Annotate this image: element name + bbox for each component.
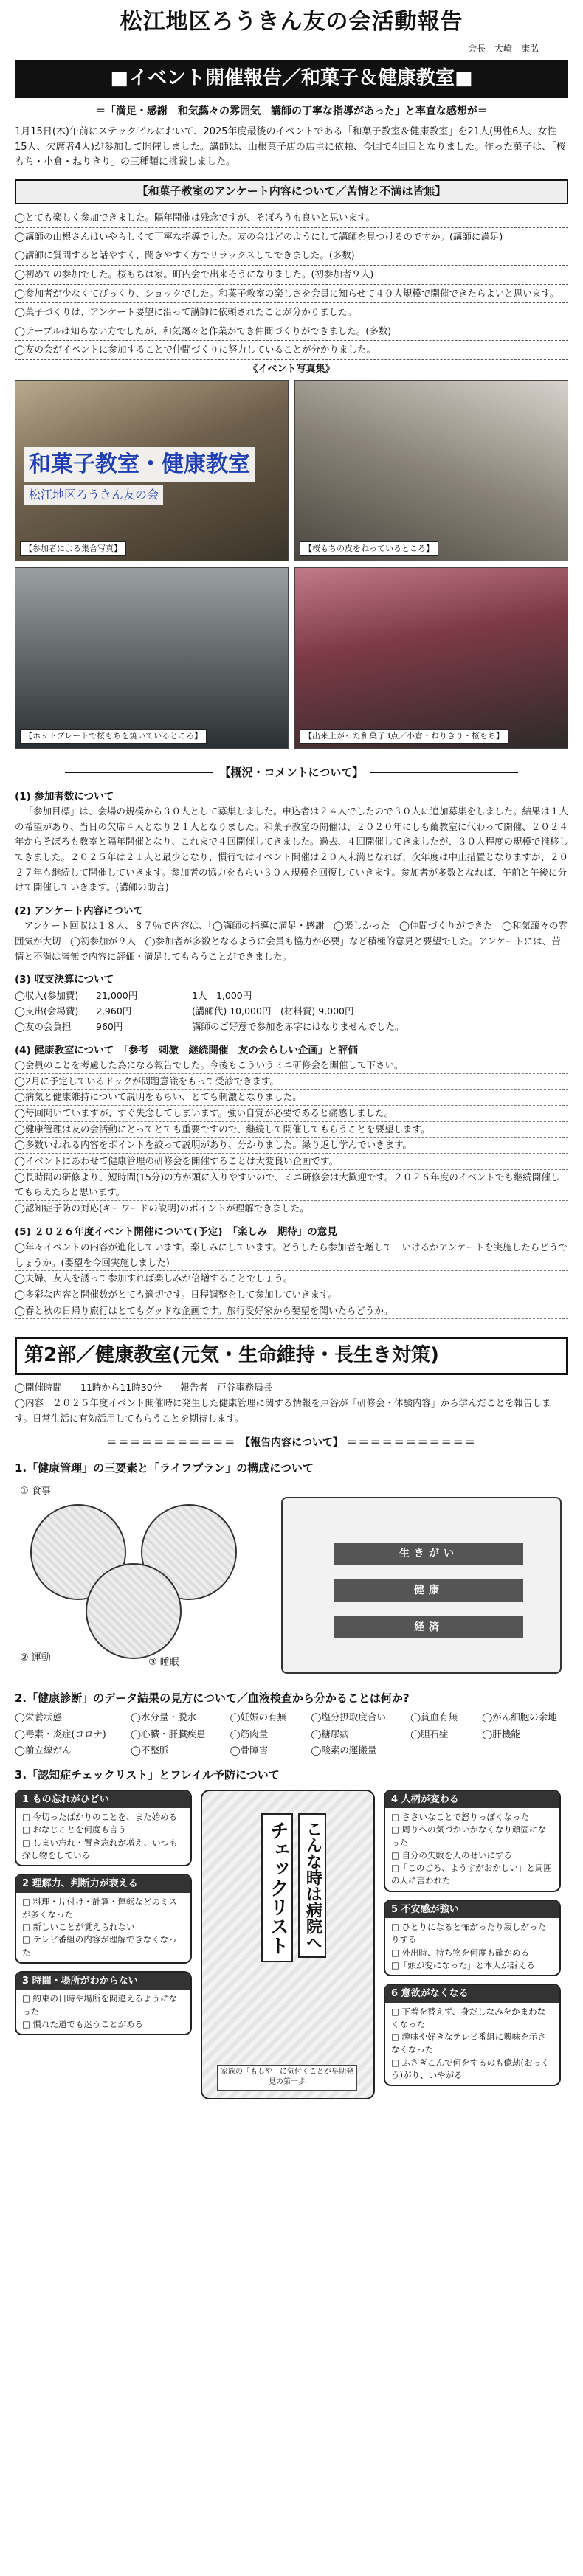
list-item: ◯病気と健康維持について説明をもらい、とても刺激となりました。: [15, 1090, 568, 1106]
card-line: □ 料理・片付け・計算・運転などのミスが多くなった: [22, 1896, 178, 1919]
list-item: ◯長時間の研修より、短時間(15分)の方が頭に入りやすいので、ミニ研修会は大歓迎です。２０２６年度のイベントでも継続開催してもらえたらと思います。: [15, 1170, 568, 1201]
photo-caption: 【桜もちの皮をねっているところ】: [300, 541, 438, 556]
finance-note: 1人 1,000円: [192, 989, 252, 1001]
part2-content: ◯内容 ２０２５年度イベント開催時に発生した健康管理に関する情報を戸谷が「研修会・体験内容」から学んだことを報告します。日常生活に有効活用してもらうことを期待します。: [15, 1397, 551, 1424]
page-title: 松江地区ろうきん友の会活動報告: [120, 9, 463, 35]
group-photo: [15, 380, 289, 561]
checkup-item: ◯肝機能: [482, 1728, 520, 1739]
finance-amount: 21,000円: [96, 989, 138, 1001]
checkup-item: ◯妊娠の有無: [230, 1711, 287, 1723]
food-label: ① 食事: [20, 1485, 51, 1497]
list-item: ◯夫婦、友人を誘って参加すれば楽しみが倍増することでしょう。: [15, 1271, 568, 1287]
card-head: 1 もの忘れがひどい: [16, 1791, 190, 1809]
photo-caption: 【出来上がった和菓子3点／小倉・ねりきり・桜もち】: [300, 729, 508, 744]
checklist-card: [384, 1790, 561, 1892]
card-line: □ しまい忘れ・置き忘れが増え、いつも探し物をしている: [22, 1837, 178, 1860]
list-item: ◯多数いわれる内容をポイントを絞って説明があり、分かりました。緑り返し学んでいきます。: [15, 1138, 568, 1154]
card-line: □ 趣味や好きなテレビ番組に興味を示さなくなった: [391, 2032, 546, 2055]
list-item: ◯年々イベントの内容が進化しています。楽しみにしています。どうしたら参加者を増して いけるかアンケートを実施したらどうでしょうか。(要望を今回実施しました): [15, 1240, 568, 1271]
list-item: ◯健康管理は友の会活動にとってとても重要ですので、継続して開催してもらうことを要望します。: [15, 1122, 568, 1138]
checklist-right-column: [384, 1790, 561, 2094]
health-comments: [15, 1058, 568, 1216]
sleep-label: ③ 睡眠: [148, 1656, 179, 1668]
health-mgmt-heading: 1.「健康管理」の三要素と「ライフプラン」の構成について: [15, 1461, 314, 1475]
finance-amount: 2,960円: [96, 1005, 132, 1017]
photo-caption: 【ホットプレートで桜もちを焼いているところ】: [20, 729, 207, 744]
checkup-item: ◯前立線がん: [15, 1744, 72, 1756]
card-line: □ ふさぎこんで何をするのも億劫(おっくう)がり、いやがる: [391, 2057, 550, 2080]
card-line: □ おなじことを何度も言う: [22, 1824, 127, 1835]
lifeplan-diagram: [281, 1497, 562, 1674]
hotplate-photo: [15, 567, 289, 749]
checkup-item: ◯不整脈: [130, 1744, 169, 1756]
list-item: ◯菓子づくりは、アンケート要望に沿って講師に依頼されたことが分かりました。: [15, 303, 568, 322]
lifeplan-bottom: 経済: [334, 1616, 523, 1638]
checkup-item: ◯胆石症: [410, 1728, 449, 1739]
finance-amount: 960円: [96, 1021, 123, 1033]
author: 会長 大崎 康弘: [467, 43, 539, 54]
checklist-vertical-subtitle: こんな時は病院へ: [298, 1813, 326, 1958]
checklist-card: [15, 1971, 192, 2035]
section-participants: [15, 790, 568, 896]
next-year-comments: [15, 1240, 568, 1319]
photo-overlay: [24, 447, 279, 505]
report-heading: [15, 1436, 568, 1450]
section-title: (1) 参加者数について: [15, 790, 114, 803]
card-line: □ 周りへの気づかいがなくなり頑固になった: [391, 1824, 547, 1848]
checkup-item: ◯栄養状態: [15, 1711, 62, 1723]
section-next-year: [15, 1225, 568, 1319]
list-item: ◯毎回聞いていますが、すぐ失念してしまいます。強い自覚が必要であると痛感しました。: [15, 1106, 568, 1122]
checkup-item: ◯貧血有無: [410, 1711, 458, 1723]
survey-title: 【和菓子教室のアンケート内容について／苦情と不満は皆無】: [15, 179, 568, 204]
card-head: 2 理解力、判断力が衰える: [16, 1875, 190, 1893]
checklist-left-column: [15, 1790, 192, 2043]
section-title: (2) アンケート内容について: [15, 904, 143, 917]
list-item: ◯参加者が少なくてびっくり、ショックでした。和菓子教室の楽しさを会員に知らせて４０人規模で開催できたらよいと思います。: [15, 285, 568, 304]
list-item: ◯講師に質問すると話やすく、聞きやすく方でリラックスしてできました。(多数): [15, 246, 568, 266]
exercise-label: ② 運動: [20, 1652, 51, 1663]
card-head: 5 不安感が強い: [385, 1901, 559, 1919]
list-item: ◯認知症予防の対応(キーワードの説明)のポイントが理解できました。: [15, 1201, 568, 1217]
health-mgmt-diagram: [15, 1481, 568, 1680]
photo-overlay-subtitle: 松江地区ろうきん友の会: [24, 485, 163, 505]
event-subtitle: ＝「満足・感謝 和気藹々の雰囲気 講師の丁寧な指導があった」と率直な感想が＝: [95, 105, 488, 117]
section-finance: [15, 973, 568, 1034]
section-health-class: [15, 1044, 568, 1217]
card-line: □ 約束の日時や場所を間違えるようになった: [22, 1993, 178, 2017]
checkup-item: ◯水分量・脱水: [130, 1711, 196, 1723]
overview-heading: 【概況・コメントについて】: [15, 765, 568, 781]
list-item: ◯とても楽しく参加できました。隔年開催は残念ですが、そぼろうも良いと思います。: [15, 209, 568, 228]
card-line: □ 下着を替えず、身だしなみをかまわなくなった: [391, 2006, 546, 2029]
intro-paragraph: 1月15日(木)午前にステックビルにおいて、2025年度最後のイベントである「和菓子教室＆健康教室」を21人(男性6人、女性15人、欠席者4人)が参加して開催しました。講師は、山根菓子店の店主に依頼、今回で4回目となりました。作った菓子は、「桜もち・小倉・ねりきり」の三種類に挑戦しました。: [15, 125, 566, 168]
sweets-photo: [294, 567, 568, 749]
exercise-illustration: [86, 1563, 182, 1659]
finance-row: [15, 1019, 568, 1034]
card-line: □ 今切ったばかりのことを、また始める: [22, 1812, 178, 1823]
part2-time: ◯開催時間 11時から11時30分 報告者 戸谷事務局長: [15, 1381, 273, 1393]
card-line: □「このごろ、ようすがおかしい」と周囲の人に言われた: [391, 1863, 552, 1886]
section-survey: [15, 904, 568, 964]
part2-info: [15, 1379, 568, 1427]
card-line: □ テレビ番組の内容が理解できなくなった: [22, 1934, 177, 1958]
list-item: ◯友の会がイベントに参加することで仲間づくりに努力していることが分かりました。: [15, 341, 568, 360]
list-item: ◯春と秋の日帰り旅行はとてもグッドな企画です。旅行受好家から要望を聞いたらどうか。: [15, 1303, 568, 1320]
checklist-card: [384, 1900, 561, 1977]
finance-row: [15, 1003, 568, 1019]
divider: ＝＝＝＝＝＝＝＝＝＝＝: [106, 1436, 237, 1449]
checklist-card: [15, 1790, 192, 1867]
checkup-item: ◯塩分摂取度合い: [311, 1711, 386, 1723]
list-item: ◯多彩な内容と開催数がとても適切です。日程調整をして参加していきます。: [15, 1287, 568, 1303]
card-line: □ 自分の失敗を人のせいにする: [391, 1849, 513, 1860]
lifeplan-top: 生きがい: [334, 1543, 523, 1565]
checkup-grid: [15, 1711, 568, 1756]
list-item: ◯2月に予定しているドックが問題意識をもって受診できます。: [15, 1074, 568, 1090]
event-banner: ■イベント開催報告／和菓子＆健康教室■: [15, 60, 568, 98]
finance-label: ◯友の会負担: [15, 1021, 72, 1033]
section-title: (3) 収支決算について: [15, 974, 114, 986]
dementia-checklist: [15, 1790, 568, 2107]
report-heading-text: 【報告内容について】: [240, 1436, 343, 1449]
list-item: ◯初めての参加でした。桜もちは家。町内会で出来そうになりました。(初参加者９人): [15, 266, 568, 285]
finance-note: (講師代) 10,000円 (材料費) 9,000円: [192, 1005, 354, 1017]
checkup-item: ◯がん細胞の余地: [482, 1711, 557, 1723]
checklist-vertical-title: チェックリスト: [261, 1813, 293, 1962]
section-body: アンケート回収は１８人、８７％で内容は、「◯講師の指導に満足・感謝 ◯楽しかった ◯仲間づくりができた ◯和気藹々の雰囲気が大切 ◯初参加が９人 ◯参加者が多数となるように会員も協力が必要」など積極的意見と要望でした。アンケートには、苦情と不満は皆無で内容に評価・満足してもらうことができました。: [15, 920, 568, 962]
card-line: □ 新しいことが覚えられない: [22, 1922, 135, 1933]
finance-label: ◯収入(参加費): [15, 989, 79, 1001]
list-item: ◯テーブルは知らない方でしたが、和気藹々と作業ができ仲間づくりができました。(多数): [15, 322, 568, 342]
section-title: (4) 健康教室について 「参考 刺激 継続開催 友の会らしい企画」と評価: [15, 1044, 358, 1056]
lifeplan-mid: 健康: [334, 1579, 523, 1602]
photo-overlay-title: 和菓子教室・健康教室: [24, 447, 255, 482]
divider: ＝＝＝＝＝＝＝＝＝＝＝: [346, 1436, 477, 1449]
card-head: 6 意欲がなくなる: [385, 1985, 559, 2003]
card-head: 3 時間・場所がわからない: [16, 1973, 190, 1990]
checkup-item: ◯骨障害: [230, 1744, 269, 1756]
list-item: ◯講師の山根さんはいやらしくて丁寧な指導でした。友の会はどのようにして講師を見つけるのですか。(講師に満足): [15, 228, 568, 247]
card-head: 4 人柄が変わる: [385, 1791, 559, 1809]
photo-caption: 【参加者による集合写真】: [20, 541, 126, 556]
finance-note: 講師のご好意で参加を赤字にはなりませんでした。: [192, 1021, 404, 1033]
finance-label: ◯支出(会場費): [15, 1005, 79, 1017]
list-item: ◯会員のことを考慮した為になる報告でした。今後もこういうミニ研修会を開催して下さい。: [15, 1058, 568, 1074]
checkup-item: ◯筋肉量: [230, 1728, 269, 1739]
dementia-heading: 3.「認知症チェックリスト」とフレイル予防について: [15, 1767, 280, 1782]
section-body: 「参加目標」は、会場の規模から３０人として募集しました。申込者は２４人でしたので３０人に追加募集をしました。結果は１人の希望があり、当日の欠席４人となり２１人となりました。和菓子教室の開催は、２０２０年にしも繭教室に代わって開催、２０２４年からそぼろも教室と隔年開催となり、これまで４回開催してきました。過去、４回開催してきましたが、３０人程度の規模で推移してきました。２０２５年は２１人と最少となり、慣行ではイベント開催は２０人未満となれば、次年度は中止措置となりますが、２０２７年も継続して開催していきます。参加者の協力をもらい３０人規模を回復していきます。参加者が多数となれば、午前と午後に分けて開催していきます。(講師の助言): [15, 806, 568, 893]
checkup-heading: 2.「健康診断」のデータ結果の見方について／血液検査から分かることは何か?: [15, 1691, 410, 1705]
checklist-center: [201, 1790, 375, 2099]
part2-banner: 第2部／健康教室(元気・生命維持・長生き対策): [15, 1337, 568, 1375]
kneading-photo: [294, 380, 568, 561]
checkup-item: ◯心臓・肝臓疾患: [130, 1728, 206, 1739]
finance-row: [15, 988, 568, 1003]
card-line: □ 外出時、持ち物を何度も確かめる: [391, 1947, 530, 1958]
card-line: □ ひとりになると怖がったり寂しがったりする: [391, 1922, 547, 1945]
photos-caption: 《イベント写真集》: [248, 364, 335, 375]
family-note: 家族の「もしや」に気付くことが早期発見の第一歩: [217, 2065, 357, 2091]
list-item: ◯イベントにあわせて健康管理の研修会を開催することは大変良い企画です。: [15, 1154, 568, 1170]
card-line: □「頭が変になった」と本人が訴える: [391, 1959, 535, 1970]
page: [15, 0, 568, 2576]
section-title: (5) ２０２６年度イベント開催について(予定) 「楽しみ 期待」の意見: [15, 1226, 337, 1239]
photo-grid: [15, 380, 568, 749]
checkup-item: ◯酸素の運搬量: [311, 1744, 377, 1756]
survey-list: [15, 209, 568, 360]
card-line: □ 慣れた道でも迷うことがある: [22, 2018, 144, 2029]
checkup-item: ◯毒素・炎症(コロナ): [15, 1728, 106, 1739]
card-line: □ ささいなことで怒りっぽくなった: [391, 1812, 530, 1823]
checklist-card: [15, 1874, 192, 1964]
checklist-card: [384, 1984, 561, 2086]
checkup-item: ◯糖尿病: [311, 1728, 349, 1739]
